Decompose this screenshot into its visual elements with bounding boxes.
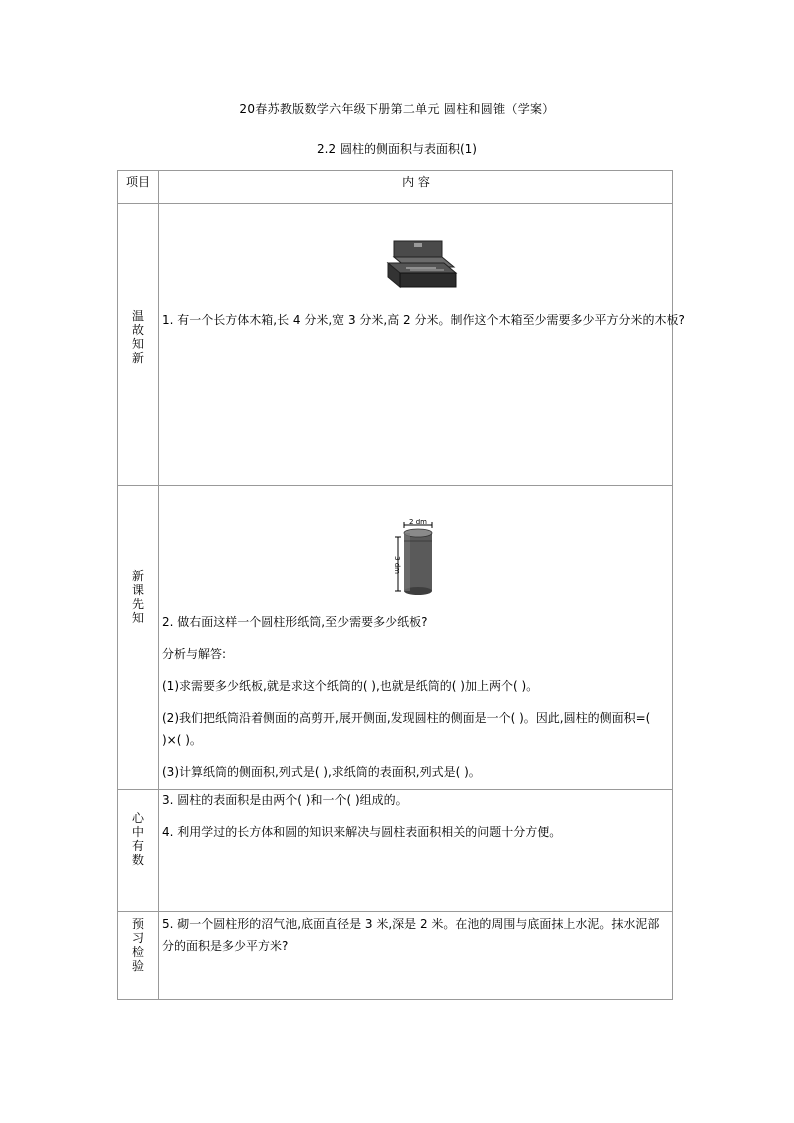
label-char: 验 xyxy=(131,959,144,973)
section-label-summary xyxy=(118,811,158,867)
summary-line-4: 4. 利用学过的长方体和圆的知识来解决与圆柱表面积相关的问题十分方便。 xyxy=(162,825,562,839)
label-char: 习 xyxy=(131,931,144,945)
height-dim-label: 3 dm xyxy=(393,556,401,574)
label-char: 检 xyxy=(131,945,144,959)
analysis-title: 分析与解答: xyxy=(162,647,227,661)
summary-line-3: 3. 圆柱的表面积是由两个( )和一个( )组成的。 xyxy=(162,793,408,807)
label-char: 课 xyxy=(131,583,144,597)
analysis-step-2: (2)我们把纸筒沿着侧面的高剪开,展开侧面,发现圆柱的侧面是一个( )。因此,圆柱的侧面积=( )×( )。 xyxy=(162,711,651,747)
label-char: 有 xyxy=(131,839,144,853)
label-char: 心 xyxy=(131,811,144,825)
row-divider xyxy=(118,911,672,912)
header-content: 内 容 xyxy=(402,175,430,189)
worksheet-table xyxy=(117,170,685,1000)
label-char: 先 xyxy=(131,597,144,611)
width-dim-label: 2 dm xyxy=(409,519,427,526)
label-char: 新 xyxy=(131,569,144,583)
label-char: 预 xyxy=(131,917,144,931)
page-subtitle: 2.2 圆柱的侧面积与表面积(1) xyxy=(317,142,477,156)
label-char: 故 xyxy=(131,323,144,337)
analysis-step-3: (3)计算纸筒的侧面积,列式是( ),求纸筒的表面积,列式是( )。 xyxy=(162,765,481,779)
analysis-step-1: (1)求需要多少纸板,就是求这个纸筒的( ),也就是纸筒的( )加上两个( )。 xyxy=(162,679,539,693)
cylinder-tube-image xyxy=(388,519,438,599)
wooden-box-image xyxy=(384,237,458,293)
label-char: 知 xyxy=(131,337,144,351)
label-char: 中 xyxy=(131,825,144,839)
section-label-preview-check xyxy=(118,917,158,973)
label-char: 知 xyxy=(131,611,144,625)
label-char: 新 xyxy=(131,351,144,365)
section-2-content xyxy=(162,611,670,793)
section-label-review xyxy=(118,309,158,365)
section-3-content xyxy=(162,789,670,843)
section-label-new-lesson xyxy=(118,569,158,625)
question-5: 5. 砌一个圆柱形的沼气池,底面直径是 3 米,深是 2 米。在池的周围与底面抹上水泥。抹水泥部分的面积是多少平方米? xyxy=(162,917,660,953)
column-divider xyxy=(158,171,159,999)
row-divider xyxy=(118,203,672,204)
page-title: 20春苏教版数学六年级下册第二单元 圆柱和圆锥（学案） xyxy=(239,102,555,116)
label-char: 数 xyxy=(131,853,144,867)
question-2: 2. 做右面这样一个圆柱形纸筒,至少需要多少纸板? xyxy=(162,615,428,629)
header-item: 项目 xyxy=(125,175,150,189)
question-1: 1. 有一个长方体木箱,长 4 分米,宽 3 分米,高 2 分米。制作这个木箱至少需要多少平方分米的木板? xyxy=(162,313,685,327)
row-divider xyxy=(118,485,672,486)
label-char: 温 xyxy=(131,309,144,323)
